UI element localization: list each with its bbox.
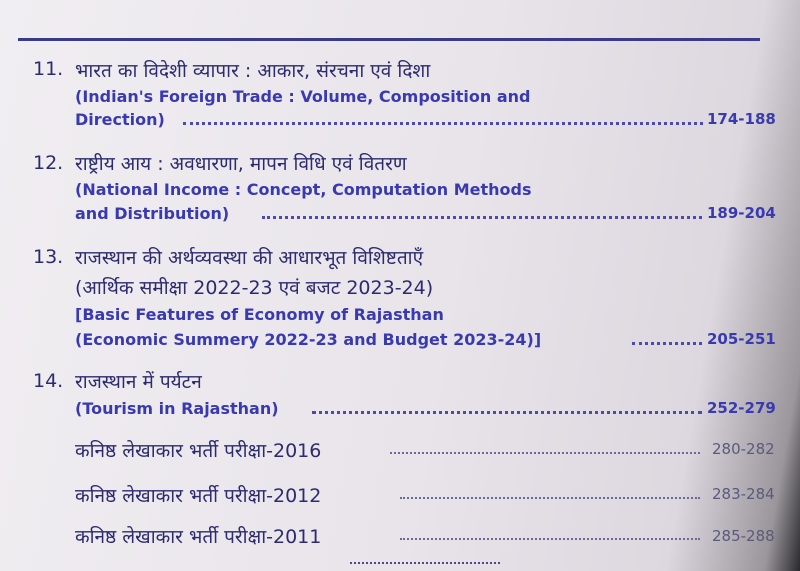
leader-dots: [312, 411, 702, 414]
entry-title-english: [Basic Features of Economy of Rajasthan: [75, 305, 444, 324]
bleed-through-decoration: ​: [469, 262, 471, 280]
entry-title-english-cont: (Economic Summery 2022-23 and Budget 2023-24)]: [75, 330, 542, 349]
entry-subtitle-hindi: (आर्थिक समीक्षा 2022-23 एवं बजट 2023-24): [75, 277, 434, 299]
paper-title: कनिष्ठ लेखाकार भर्ती परीक्षा-2016: [75, 440, 322, 462]
entry-title-english: (Tourism in Rajasthan): [75, 399, 279, 418]
entry-title-hindi: राष्ट्रीय आय : अवधारणा, मापन विधि एवं वितरण: [75, 153, 407, 175]
entry-title-hindi: भारत का विदेशी व्यापार : आकार, संरचना एवं दिशा: [75, 60, 431, 82]
leader-dots: [400, 538, 700, 540]
leader-dots: [390, 452, 700, 454]
page-range: 283-284: [712, 485, 775, 503]
page-range: 174-188: [707, 110, 776, 128]
page-range: 280-282: [712, 440, 775, 458]
top-rule: [18, 38, 760, 41]
page-range: 285-288: [712, 527, 775, 545]
entry-title-english-cont: Direction): [75, 110, 165, 129]
paper-title: कनिष्ठ लेखाकार भर्ती परीक्षा-2011: [75, 526, 322, 548]
entry-number: 12.: [33, 152, 64, 174]
entry-title-english: (National Income : Concept, Computation Methods: [75, 180, 532, 199]
paper-title: कनिष्ठ लेखाकार भर्ती परीक्षा-2012: [75, 485, 322, 507]
entry-number: 13.: [33, 246, 64, 268]
entry-number: 11.: [33, 58, 64, 80]
bottom-dotted-rule: [350, 562, 500, 564]
page-range: 252-279: [707, 399, 776, 417]
entry-title-english: (Indian's Foreign Trade : Volume, Composition and: [75, 87, 531, 106]
leader-dots: [262, 216, 702, 219]
leader-dots: [183, 122, 703, 125]
entry-title-hindi: राजस्थान में पर्यटन: [75, 371, 202, 393]
leader-dots: [400, 497, 700, 499]
entry-number: 14.: [33, 370, 64, 392]
entry-title-english-cont: and Distribution): [75, 204, 230, 223]
page-range: 189-204: [707, 204, 776, 222]
leader-dots: [632, 342, 702, 345]
entry-title-hindi: राजस्थान की अर्थव्यवस्था की आधारभूत विशिष्टताएँ: [75, 247, 424, 269]
page-range: 205-251: [707, 330, 776, 348]
